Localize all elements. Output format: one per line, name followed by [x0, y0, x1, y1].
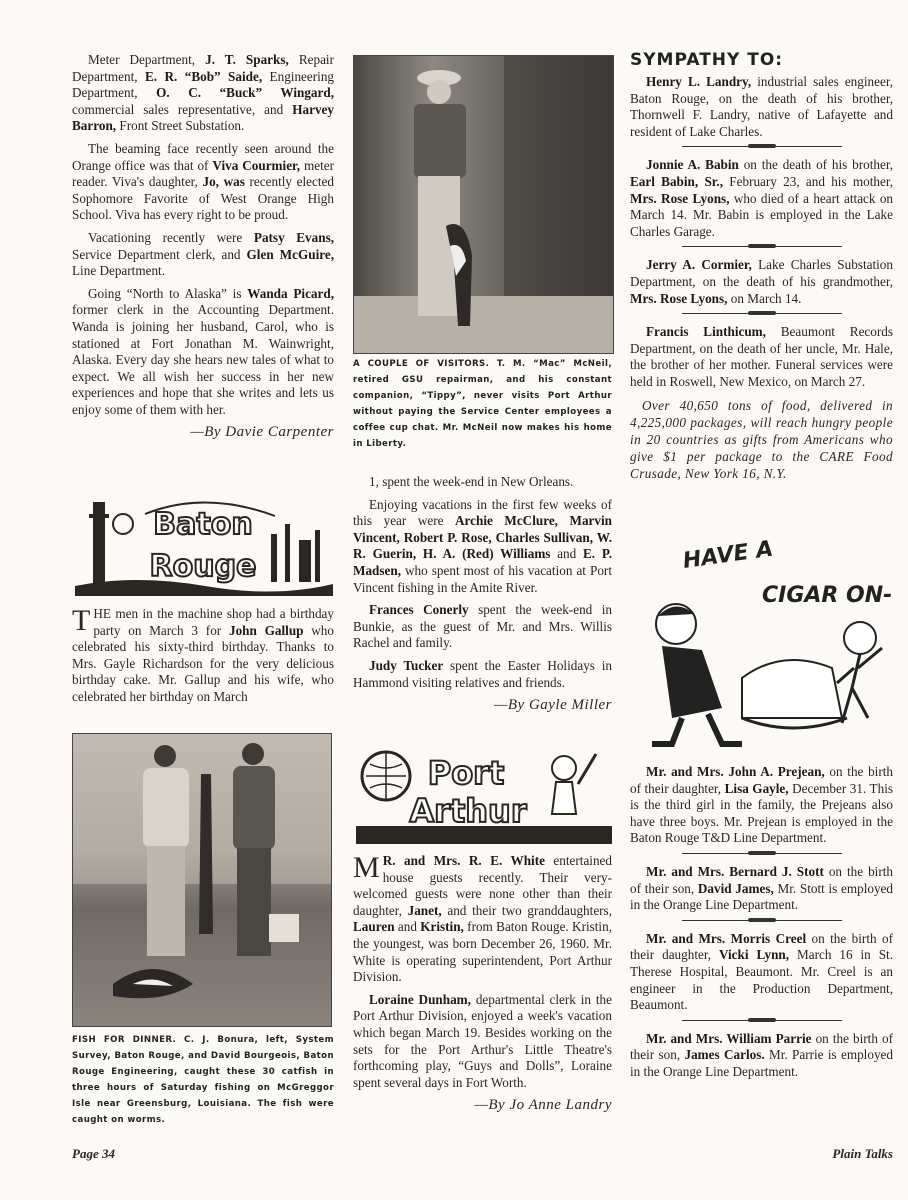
text-run: December 31. This is the third girl in the family, the Prejeans also have three boys. Mr. Prejean is employed in the Baton Rouge T&D Line Department. [630, 780, 893, 846]
column-1 [72, 52, 334, 441]
drop-cap: T [72, 604, 91, 637]
text-run: on the birth of their daughter, [630, 764, 893, 796]
bold-name: E. P. Madsen, [353, 546, 612, 578]
paragraph [72, 52, 334, 135]
ornament-divider [682, 853, 842, 854]
text-run: commercial sales representative, and [72, 101, 293, 117]
baton-rouge-continued-paragraphs [353, 474, 612, 691]
text-run: and [394, 919, 421, 935]
text-run: on the death of his brother, [738, 157, 893, 173]
bold-name: R. and Mrs. R. E. White [382, 853, 545, 868]
paragraph [72, 141, 334, 224]
port-arthur-paragraphs [353, 853, 612, 1091]
byline: —By Davie Carpenter [190, 424, 334, 441]
text-run: on the birth of their son, [630, 863, 893, 896]
have-a-cigar-cartoon [632, 538, 894, 756]
text-run: on the birth of their son, [630, 1030, 893, 1063]
text-run: from Baton Rouge. Kristin, the youngest, was born December 26, 1960. Mr. White is operating superintendent, Port Arthur Division. [353, 919, 612, 985]
couple-of-visitors-photo [353, 55, 614, 354]
text-run: February 23, and his mother, [723, 173, 893, 189]
text-run: former clerk in the Accounting Department. Wanda is joining her husband, Carol, who is stationed at Fort Jonathan M. Wainwright, Alaska. Every day she hears new tales of what to expect. We all wish her success in her new experiences and hope that she writes and lets us enjoy some of them with her. [72, 302, 334, 417]
paragraph [630, 157, 893, 240]
logo-text-baton: Baton [153, 507, 253, 542]
text-run: Mr. Parrie is employed in the Orange Line Department. [630, 1047, 893, 1079]
section-heading: SYMPATHY TO: [630, 50, 784, 70]
bold-name: Lisa Gayle, [724, 780, 789, 796]
bold-name: Francis Linthicum, [646, 324, 766, 340]
text-run: spent the week-end in Bunkie, as the guest of Mr. and Mrs. Willis Rachel and family. [353, 602, 613, 651]
ornament-divider [682, 1020, 842, 1021]
paragraph [630, 864, 893, 914]
bold-name: Jonnie A. Babin [646, 157, 739, 173]
baton-rouge-news-continued [353, 474, 612, 714]
text-run: spent the Easter Holidays in Hammond visiting relatives and friends. [353, 657, 612, 690]
paragraph [353, 992, 612, 1092]
births-section [630, 764, 893, 1087]
bold-name: Mrs. Rose Lyons, [630, 190, 730, 206]
bold-name: Vicki Lynn, [718, 947, 790, 963]
bold-name: Viva Courmier, [212, 157, 300, 173]
fish-photo-caption: FISH FOR DINNER. C. J. Bonura, left, System Survey, Baton Rouge, and David Bourgeois, Baton Rouge Engineering, caught these 30 catfish in three hours of Saturday fishing on McGreggor Isle near Greensburg, Louisiana. The fish were caught on worms. [72, 1035, 334, 1125]
text-run: HE men in the machine shop had a birthday party on March 3 for [93, 606, 334, 638]
bold-name: Kristin, [420, 919, 464, 935]
port-arthur-logo [356, 744, 612, 846]
text-run: entertained house guests recently. Their very-welcomed guests were none other than their daughter, [353, 853, 612, 918]
text-run: March 16 in St. Therese Hospital, Beaumont. Mr. Creel is an engineer in the Production Department, Beaumont. [630, 947, 893, 1013]
text-run: meter reader. Viva's daughter, [72, 157, 334, 190]
bold-name: Archie McClure, Marvin Vincent, Robert P. Rose, Charles Sullivan, W. R. Guerin, H. A. (Red) Williams [353, 513, 612, 562]
logo-text-arthur: Arthur [409, 792, 527, 830]
text-run: Line Department. [72, 263, 166, 279]
bold-name: Judy Tucker [369, 657, 444, 673]
paragraph [353, 497, 612, 597]
publication-name: Plain Talks [832, 1146, 893, 1161]
logo-text-rouge: Rouge [149, 549, 257, 584]
bold-name: Wanda Picard, [247, 285, 335, 301]
text-run: who spent most of his vacation at Port Vincent fishing in the Amite River. [353, 562, 612, 595]
text-run: Mr. Stott is employed in the Orange Line Department. [630, 880, 893, 913]
bold-name: Mr. and Mrs. Bernard J. Stott [646, 863, 824, 879]
paragraph [630, 74, 893, 140]
visitors-photo-caption: A COUPLE OF VISITORS. T. M. “Mac” McNeil, retired GSU repairman, and his constant companion, “Tippy”, never visits Port Arthur without paying the Service Center employees a coffee cup chat. Mr. McNeil now makes his home in Liberty. [353, 359, 612, 449]
cartoon-text-1: HAVE A [681, 538, 775, 574]
bold-name: E. R. “Bob” Saide, [144, 68, 263, 84]
bold-name: David James, [697, 880, 774, 896]
text-run: Meter Department, [88, 52, 206, 67]
byline: —By Gayle Miller [494, 697, 612, 714]
text-run: departmental clerk in the Port Arthur Division, enjoyed a week's vacation which began March 19. Besides working on the sets for the Port Arthur's Little Theatre's forthcoming play, “Guys and Dolls”, Loraine spent several days in Fort Worth. [353, 991, 613, 1090]
bold-name: Harvey Barron, [72, 101, 334, 134]
bold-name: Jo, was [202, 174, 245, 190]
text-run: and [550, 546, 583, 562]
text-run: Vacationing recently were [88, 229, 254, 245]
text-run: Going “North to Alaska” is [88, 285, 248, 301]
ornament-divider [682, 313, 842, 314]
bold-name: Mr. and Mrs. Morris Creel [646, 930, 807, 946]
bold-name: J. T. Sparks, [205, 52, 289, 67]
bold-name: Mr. and Mrs. William Parrie [646, 1030, 812, 1046]
text-run: Repair Department, [72, 52, 334, 84]
paragraph [353, 474, 612, 491]
baton-rouge-news [72, 606, 334, 712]
sympathy-list [630, 74, 893, 391]
bold-name: Frances Conerly [369, 602, 469, 618]
page-number: Page 34 [72, 1146, 115, 1161]
bold-name: Earl Babin, Sr., [630, 173, 724, 189]
bold-name: Henry L. Landry, [646, 74, 752, 89]
text-run: and their two granddaughters, [441, 902, 612, 918]
births-list [630, 764, 893, 1081]
text-run: industrial sales engineer, Baton Rouge, on the death of his brother, Thornwell F. Landry, native of Lafayette and resident of Lake Charles. [630, 74, 893, 139]
cartoon-text-2: CIGAR ON- [762, 583, 893, 608]
byline: —By Jo Anne Landry [474, 1097, 612, 1114]
paragraph [353, 853, 612, 986]
bold-name: Mr. and Mrs. John A. Prejean, [646, 764, 825, 779]
text-run: Front Street Substation. [116, 118, 245, 134]
paragraph [630, 931, 893, 1014]
text-run: who celebrated his sixty-third birthday. Thanks to Mrs. Gayle Richardson for the very delicious birthday cake. Mr. Gallup and his wife, who celebrated her birthday on March [72, 622, 334, 704]
orange-news [72, 52, 334, 418]
paragraph [630, 1031, 893, 1081]
bold-name: John Gallup [228, 622, 304, 638]
bold-name: Loraine Dunham, [369, 991, 471, 1007]
text-run: recently elected Sophomore Favorite of West Orange High School. Viva has every right to be proud. [72, 174, 334, 223]
text-run: Enjoying vacations in the first few weeks of this year were [353, 496, 612, 529]
text-run: Service Department clerk, and [72, 246, 247, 262]
bold-name: Lauren [353, 919, 395, 935]
ornament-divider [682, 146, 842, 147]
ornament-divider [682, 246, 842, 247]
text-run: Lake Charles Substation Department, on the death of his grandmother, [630, 257, 893, 289]
care-note: Over 40,650 tons of food, delivered in 4,225,000 packages, will reach hungry people in 20 countries as gifts from Americans who give $1 per package to the CARE Food Crusade, New York 16, N.Y. [630, 397, 893, 481]
paragraph [72, 286, 334, 419]
paragraph [72, 606, 334, 706]
paragraph [353, 602, 612, 652]
baton-rouge-logo [75, 494, 333, 596]
drop-cap: M [353, 851, 380, 884]
bold-name: O. C. “Buck” Wingard, [156, 85, 334, 101]
paragraph [353, 658, 612, 691]
sympathy-section [630, 50, 893, 488]
bold-name: Jerry A. Cormier, [646, 257, 752, 273]
ornament-divider [682, 920, 842, 921]
bold-name: Patsy Evans, [253, 229, 335, 245]
text-run: on March 14. [727, 290, 802, 306]
text-run: who died of a heart attack on March 14. Mr. Babin is employed in the Lake Charles Garage. [630, 190, 894, 239]
text-run: 1, spent the week-end in New Orleans. [369, 474, 574, 489]
paragraph [630, 324, 893, 390]
paragraph [630, 764, 893, 847]
text-run: Beaumont Records Department, on the death of her uncle, Mr. Hale, the brother of her mother. Funeral services were held in Roswell, New Mexico, on March 27. [630, 324, 893, 389]
fish-for-dinner-photo [72, 733, 332, 1027]
text-run: Engineering Department, [72, 68, 335, 101]
bold-name: James Carlos. [684, 1047, 765, 1063]
bold-name: Mrs. Rose Lyons, [630, 290, 728, 306]
bold-name: Janet, [407, 902, 442, 918]
paragraph [72, 230, 334, 280]
baton-rouge-paragraphs [72, 606, 334, 706]
logo-text-port: Port [427, 754, 505, 792]
text-run: The beaming face recently seen around the Orange office was that of [72, 140, 334, 173]
bold-name: Glen McGuire, [246, 246, 334, 262]
text-run: on the birth of their daughter, [630, 930, 893, 963]
paragraph [630, 257, 893, 307]
port-arthur-news [353, 853, 612, 1114]
